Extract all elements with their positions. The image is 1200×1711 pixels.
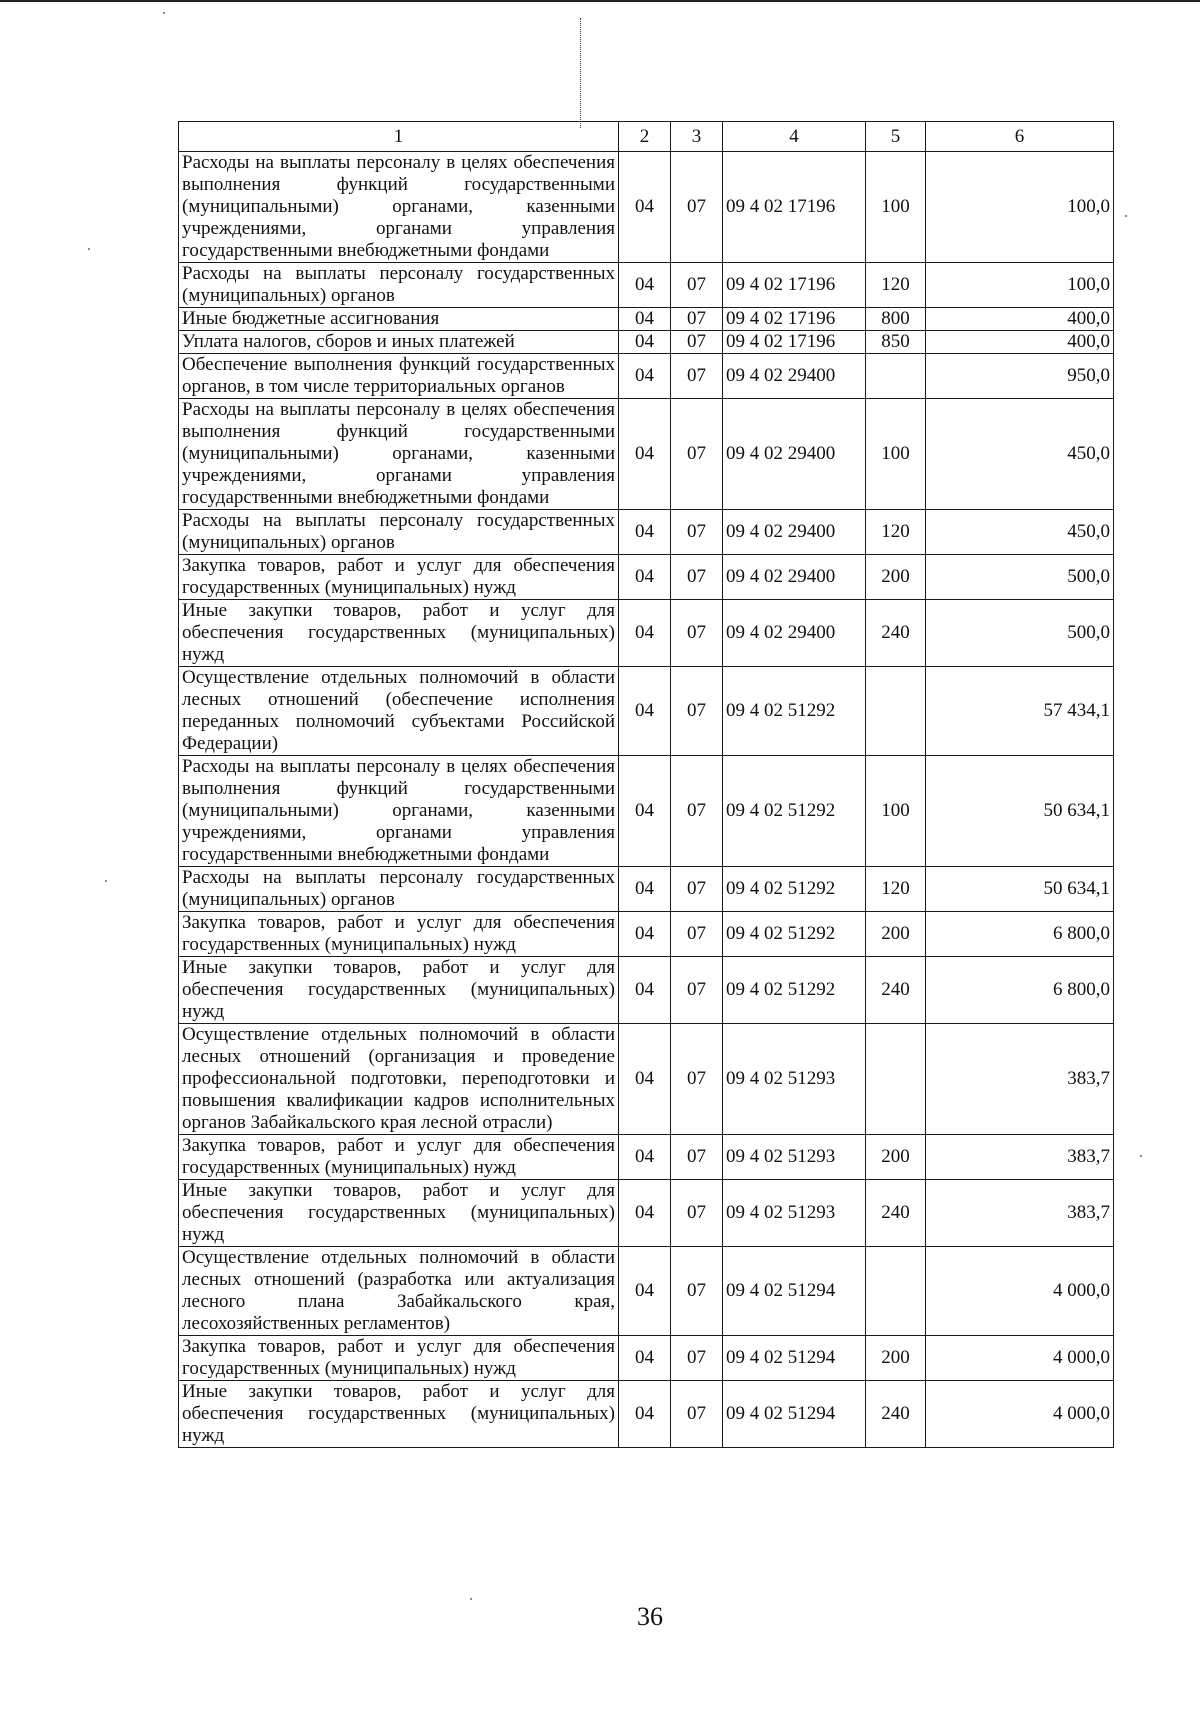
row-article-cell: 09 4 02 51292: [723, 867, 866, 912]
row-type-cell: [866, 1024, 926, 1135]
row-article-cell: 09 4 02 51293: [723, 1024, 866, 1135]
row-section-cell: 04: [619, 957, 671, 1024]
row-section-cell: 04: [619, 399, 671, 510]
row-subsection-cell: 07: [671, 308, 723, 331]
row-section-cell: 04: [619, 867, 671, 912]
row-name-cell: Иные закупки товаров, работ и услуг для обеспечения государственных (муниципальных) нужд: [179, 957, 619, 1024]
row-subsection-cell: 07: [671, 1024, 723, 1135]
row-article-cell: 09 4 02 51294: [723, 1381, 866, 1448]
row-name-cell: Закупка товаров, работ и услуг для обеспечения государственных (муниципальных) нужд: [179, 1336, 619, 1381]
row-subsection-cell: 07: [671, 957, 723, 1024]
row-subsection-cell: 07: [671, 1180, 723, 1247]
row-type-cell: 200: [866, 1135, 926, 1180]
row-section-cell: 04: [619, 308, 671, 331]
row-section-cell: 04: [619, 510, 671, 555]
header-col-5: 5: [866, 122, 926, 152]
row-article-cell: 09 4 02 17196: [723, 331, 866, 354]
scan-speck: [1140, 1155, 1142, 1157]
row-article-cell: 09 4 02 51292: [723, 667, 866, 756]
table-row: [179, 354, 1114, 399]
row-article-cell: 09 4 02 17196: [723, 152, 866, 263]
row-name-cell: Иные закупки товаров, работ и услуг для обеспечения государственных (муниципальных) нужд: [179, 1180, 619, 1247]
row-sum-cell: 400,0: [926, 308, 1114, 331]
table-row: [179, 263, 1114, 308]
row-article-cell: 09 4 02 51293: [723, 1135, 866, 1180]
row-name-cell: Осуществление отдельных полномочий в области лесных отношений (обеспечение исполнения переданных полномочий субъектами Российской Федерации): [179, 667, 619, 756]
row-subsection-cell: 07: [671, 510, 723, 555]
table-body: [179, 152, 1114, 1448]
row-subsection-cell: 07: [671, 1135, 723, 1180]
row-subsection-cell: 07: [671, 1336, 723, 1381]
row-name-cell: Иные закупки товаров, работ и услуг для обеспечения государственных (муниципальных) нужд: [179, 1381, 619, 1448]
budget-table: [178, 121, 1114, 1448]
row-sum-cell: 6 800,0: [926, 957, 1114, 1024]
row-article-cell: 09 4 02 51292: [723, 912, 866, 957]
row-article-cell: 09 4 02 51294: [723, 1336, 866, 1381]
page-number: 36: [637, 1602, 663, 1631]
row-type-cell: 120: [866, 867, 926, 912]
table-row: [179, 667, 1114, 756]
row-subsection-cell: 07: [671, 1381, 723, 1448]
row-section-cell: 04: [619, 1024, 671, 1135]
row-article-cell: 09 4 02 17196: [723, 263, 866, 308]
row-section-cell: 04: [619, 263, 671, 308]
header-col-4: 4: [723, 122, 866, 152]
row-article-cell: 09 4 02 29400: [723, 600, 866, 667]
row-sum-cell: 4 000,0: [926, 1336, 1114, 1381]
row-type-cell: 100: [866, 399, 926, 510]
row-name-cell: Расходы на выплаты персоналу государственных (муниципальных) органов: [179, 867, 619, 912]
row-subsection-cell: 07: [671, 1247, 723, 1336]
row-section-cell: 04: [619, 600, 671, 667]
row-subsection-cell: 07: [671, 756, 723, 867]
row-sum-cell: 383,7: [926, 1024, 1114, 1135]
row-section-cell: 04: [619, 667, 671, 756]
row-section-cell: 04: [619, 555, 671, 600]
row-section-cell: 04: [619, 331, 671, 354]
row-article-cell: 09 4 02 51293: [723, 1180, 866, 1247]
row-article-cell: 09 4 02 51292: [723, 957, 866, 1024]
row-sum-cell: 50 634,1: [926, 867, 1114, 912]
table-row: [179, 912, 1114, 957]
row-type-cell: 200: [866, 912, 926, 957]
row-type-cell: 200: [866, 555, 926, 600]
row-name-cell: Уплата налогов, сборов и иных платежей: [179, 331, 619, 354]
row-article-cell: 09 4 02 29400: [723, 555, 866, 600]
row-name-cell: Расходы на выплаты персоналу в целях обеспечения выполнения функций государственными (муниципальными) органами, казенными учреждениями, органами управления государственными внебюджетными фондами: [179, 152, 619, 263]
table-row: [179, 152, 1114, 263]
row-article-cell: 09 4 02 29400: [723, 510, 866, 555]
table-header: [179, 122, 1114, 152]
scan-speck: [470, 1598, 472, 1600]
row-type-cell: 240: [866, 957, 926, 1024]
row-sum-cell: 400,0: [926, 331, 1114, 354]
row-article-cell: 09 4 02 29400: [723, 399, 866, 510]
row-sum-cell: 4 000,0: [926, 1381, 1114, 1448]
table-row: [179, 1024, 1114, 1135]
scan-speck: [105, 880, 107, 882]
top-edge-rule: [0, 0, 1200, 2]
row-sum-cell: 450,0: [926, 510, 1114, 555]
row-type-cell: 100: [866, 152, 926, 263]
row-type-cell: 240: [866, 1381, 926, 1448]
row-sum-cell: 500,0: [926, 600, 1114, 667]
row-name-cell: Иные закупки товаров, работ и услуг для обеспечения государственных (муниципальных) нужд: [179, 600, 619, 667]
row-name-cell: Обеспечение выполнения функций государственных органов, в том числе территориальных органов: [179, 354, 619, 399]
table-row: [179, 1180, 1114, 1247]
row-sum-cell: 500,0: [926, 555, 1114, 600]
fold-line: [580, 18, 581, 128]
row-sum-cell: 100,0: [926, 263, 1114, 308]
row-name-cell: Закупка товаров, работ и услуг для обеспечения государственных (муниципальных) нужд: [179, 555, 619, 600]
table-row: [179, 308, 1114, 331]
header-col-2: 2: [619, 122, 671, 152]
row-subsection-cell: 07: [671, 399, 723, 510]
row-article-cell: 09 4 02 17196: [723, 308, 866, 331]
table-row: [179, 510, 1114, 555]
row-section-cell: 04: [619, 1336, 671, 1381]
row-type-cell: 120: [866, 510, 926, 555]
table-row: [179, 399, 1114, 510]
row-section-cell: 04: [619, 756, 671, 867]
row-section-cell: 04: [619, 912, 671, 957]
row-sum-cell: 100,0: [926, 152, 1114, 263]
table-row: [179, 1381, 1114, 1448]
row-subsection-cell: 07: [671, 354, 723, 399]
row-sum-cell: 383,7: [926, 1180, 1114, 1247]
row-name-cell: Расходы на выплаты персоналу государственных (муниципальных) органов: [179, 263, 619, 308]
row-name-cell: Расходы на выплаты персоналу государственных (муниципальных) органов: [179, 510, 619, 555]
row-sum-cell: 450,0: [926, 399, 1114, 510]
row-name-cell: Осуществление отдельных полномочий в области лесных отношений (разработка или актуализация лесного плана Забайкальского края, лесохозяйственных регламентов): [179, 1247, 619, 1336]
table-row: [179, 331, 1114, 354]
row-subsection-cell: 07: [671, 600, 723, 667]
row-type-cell: [866, 354, 926, 399]
row-section-cell: 04: [619, 1135, 671, 1180]
row-article-cell: 09 4 02 51292: [723, 756, 866, 867]
table-row: [179, 957, 1114, 1024]
row-subsection-cell: 07: [671, 555, 723, 600]
table-row: [179, 600, 1114, 667]
row-article-cell: 09 4 02 51294: [723, 1247, 866, 1336]
row-sum-cell: 4 000,0: [926, 1247, 1114, 1336]
row-section-cell: 04: [619, 354, 671, 399]
row-name-cell: Закупка товаров, работ и услуг для обеспечения государственных (муниципальных) нужд: [179, 1135, 619, 1180]
table-row: [179, 1135, 1114, 1180]
table-row: [179, 756, 1114, 867]
row-sum-cell: 6 800,0: [926, 912, 1114, 957]
header-row: [179, 122, 1114, 152]
row-name-cell: Закупка товаров, работ и услуг для обеспечения государственных (муниципальных) нужд: [179, 912, 619, 957]
row-sum-cell: 383,7: [926, 1135, 1114, 1180]
table-row: [179, 555, 1114, 600]
row-type-cell: 100: [866, 756, 926, 867]
header-col-6: 6: [926, 122, 1114, 152]
row-name-cell: Расходы на выплаты персоналу в целях обеспечения выполнения функций государственными (муниципальными) органами, казенными учреждениями, органами управления государственными внебюджетными фондами: [179, 756, 619, 867]
row-type-cell: 120: [866, 263, 926, 308]
header-col-3: 3: [671, 122, 723, 152]
row-subsection-cell: 07: [671, 152, 723, 263]
row-subsection-cell: 07: [671, 331, 723, 354]
row-type-cell: [866, 1247, 926, 1336]
row-sum-cell: 57 434,1: [926, 667, 1114, 756]
row-section-cell: 04: [619, 1247, 671, 1336]
row-sum-cell: 950,0: [926, 354, 1114, 399]
row-section-cell: 04: [619, 1381, 671, 1448]
scan-speck: [88, 248, 90, 250]
row-sum-cell: 50 634,1: [926, 756, 1114, 867]
row-subsection-cell: 07: [671, 867, 723, 912]
row-subsection-cell: 07: [671, 667, 723, 756]
row-type-cell: 240: [866, 1180, 926, 1247]
row-name-cell: Иные бюджетные ассигнования: [179, 308, 619, 331]
row-name-cell: Осуществление отдельных полномочий в области лесных отношений (организация и проведение профессиональной подготовки, переподготовки и повышения квалификации кадров исполнительных органов Забайкальского края лесной отрасли): [179, 1024, 619, 1135]
row-type-cell: 240: [866, 600, 926, 667]
scan-speck: [1125, 215, 1127, 217]
row-subsection-cell: 07: [671, 912, 723, 957]
row-type-cell: [866, 667, 926, 756]
row-subsection-cell: 07: [671, 263, 723, 308]
row-section-cell: 04: [619, 1180, 671, 1247]
scan-speck: [163, 12, 165, 14]
row-type-cell: 200: [866, 1336, 926, 1381]
header-col-1: 1: [179, 122, 619, 152]
table-row: [179, 1247, 1114, 1336]
row-type-cell: 850: [866, 331, 926, 354]
row-section-cell: 04: [619, 152, 671, 263]
row-type-cell: 800: [866, 308, 926, 331]
table-row: [179, 1336, 1114, 1381]
row-name-cell: Расходы на выплаты персоналу в целях обеспечения выполнения функций государственными (муниципальными) органами, казенными учреждениями, органами управления государственными внебюджетными фондами: [179, 399, 619, 510]
row-article-cell: 09 4 02 29400: [723, 354, 866, 399]
table-row: [179, 867, 1114, 912]
